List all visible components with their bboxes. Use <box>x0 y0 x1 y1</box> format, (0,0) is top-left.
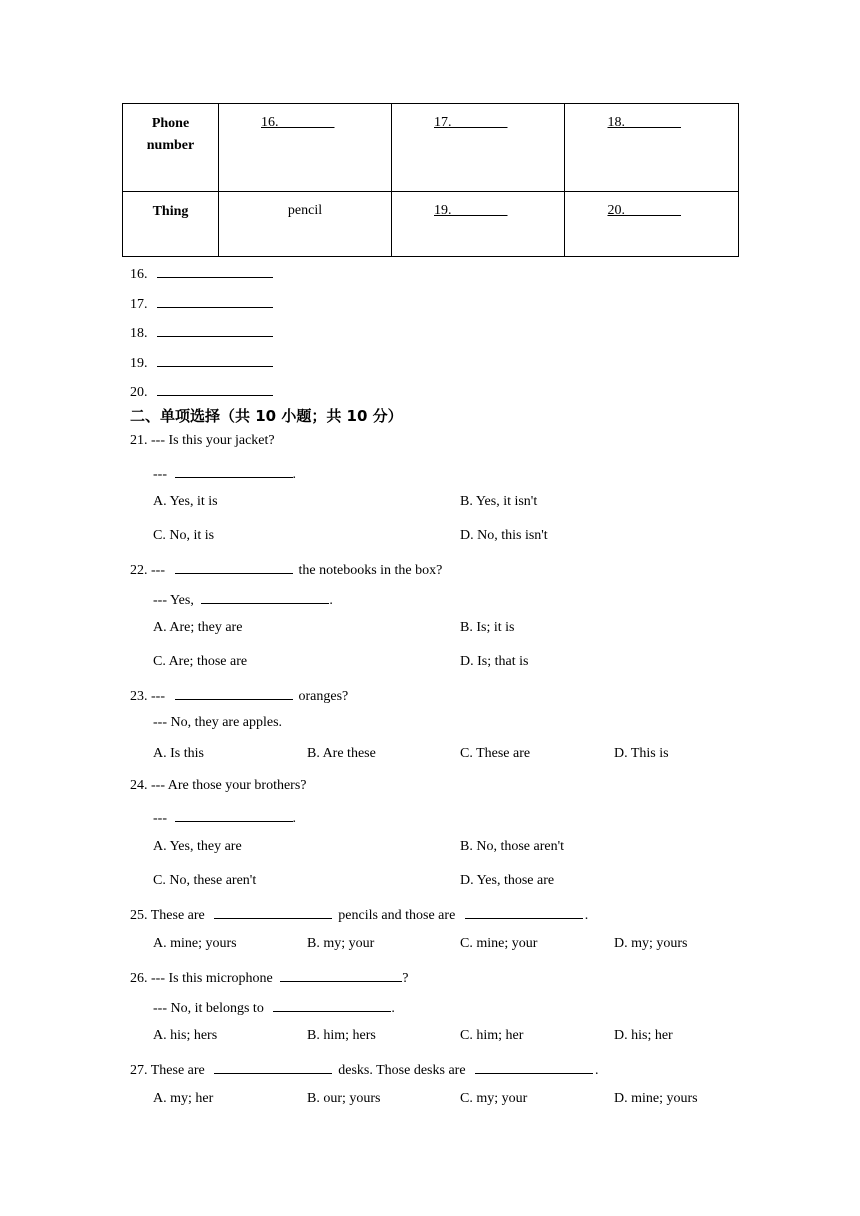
option[interactable]: D. No, this isn't <box>460 528 548 543</box>
answer-line[interactable]: 20. <box>130 381 273 401</box>
answer-blank-line[interactable]: --- No, it belongs to . <box>153 997 395 1017</box>
option[interactable]: D. his; her <box>614 1028 673 1043</box>
question-stem[interactable]: 26. --- Is this microphone ? <box>130 967 408 987</box>
option[interactable]: A. my; her <box>153 1091 214 1106</box>
question-stem: 21. --- Is this your jacket? <box>130 433 275 448</box>
table-row <box>123 104 739 192</box>
row-header: Phone number <box>123 104 219 192</box>
table-cell[interactable]: 20. <box>565 192 739 257</box>
table-cell[interactable]: 17. <box>392 104 565 192</box>
answer-line[interactable]: 19. <box>130 352 273 372</box>
table-cell[interactable]: 19. <box>392 192 565 257</box>
section-title: 二、单项选择（共 10 小题；共 10 分） <box>130 407 403 425</box>
answer-blank-line[interactable]: --- . <box>153 463 296 483</box>
option[interactable]: A. Yes, they are <box>153 839 242 854</box>
option[interactable]: C. These are <box>460 746 531 761</box>
option[interactable]: B. our; yours <box>307 1091 381 1106</box>
question-stem[interactable]: 27. These are desks. Those desks are . <box>130 1059 599 1079</box>
option[interactable]: A. his; hers <box>153 1028 218 1043</box>
option[interactable]: C. No, these aren't <box>153 873 257 888</box>
option[interactable]: B. him; hers <box>307 1028 376 1043</box>
row-header: Thing <box>123 192 219 257</box>
question-line: --- No, they are apples. <box>153 715 283 730</box>
answer-blank-line[interactable]: --- . <box>153 807 296 827</box>
question-stem[interactable]: 25. These are pencils and those are . <box>130 904 588 924</box>
option[interactable]: B. No, those aren't <box>460 839 565 854</box>
option[interactable]: B. Is; it is <box>460 620 515 635</box>
answer-blank-line[interactable]: --- Yes, . <box>153 589 333 609</box>
info-table <box>122 103 739 257</box>
option[interactable]: B. Yes, it isn't <box>460 494 538 509</box>
table-cell[interactable]: 18. <box>565 104 739 192</box>
option[interactable]: A. Yes, it is <box>153 494 218 509</box>
option[interactable]: A. Are; they are <box>153 620 243 635</box>
option[interactable]: B. Are these <box>307 746 376 761</box>
option[interactable]: C. No, it is <box>153 528 215 543</box>
question-stem[interactable]: 22. --- the notebooks in the box? <box>130 559 442 579</box>
option[interactable]: C. mine; your <box>460 936 538 951</box>
option[interactable]: C. him; her <box>460 1028 524 1043</box>
table-cell[interactable]: 16. <box>219 104 392 192</box>
option[interactable]: C. Are; those are <box>153 654 248 669</box>
option[interactable]: D. This is <box>614 746 669 761</box>
option[interactable]: D. my; yours <box>614 936 688 951</box>
option[interactable]: D. Is; that is <box>460 654 529 669</box>
table-row <box>123 192 739 257</box>
question-stem[interactable]: 23. --- oranges? <box>130 685 348 705</box>
option[interactable]: C. my; your <box>460 1091 528 1106</box>
option[interactable]: B. my; your <box>307 936 375 951</box>
table-cell: pencil <box>219 192 392 257</box>
option[interactable]: A. Is this <box>153 746 204 761</box>
option[interactable]: D. Yes, those are <box>460 873 555 888</box>
option[interactable]: D. mine; yours <box>614 1091 698 1106</box>
option[interactable]: A. mine; yours <box>153 936 237 951</box>
answer-line[interactable]: 16. <box>130 263 273 283</box>
question-stem: 24. --- Are those your brothers? <box>130 778 307 793</box>
answer-line[interactable]: 17. <box>130 293 273 313</box>
answer-line[interactable]: 18. <box>130 322 273 342</box>
